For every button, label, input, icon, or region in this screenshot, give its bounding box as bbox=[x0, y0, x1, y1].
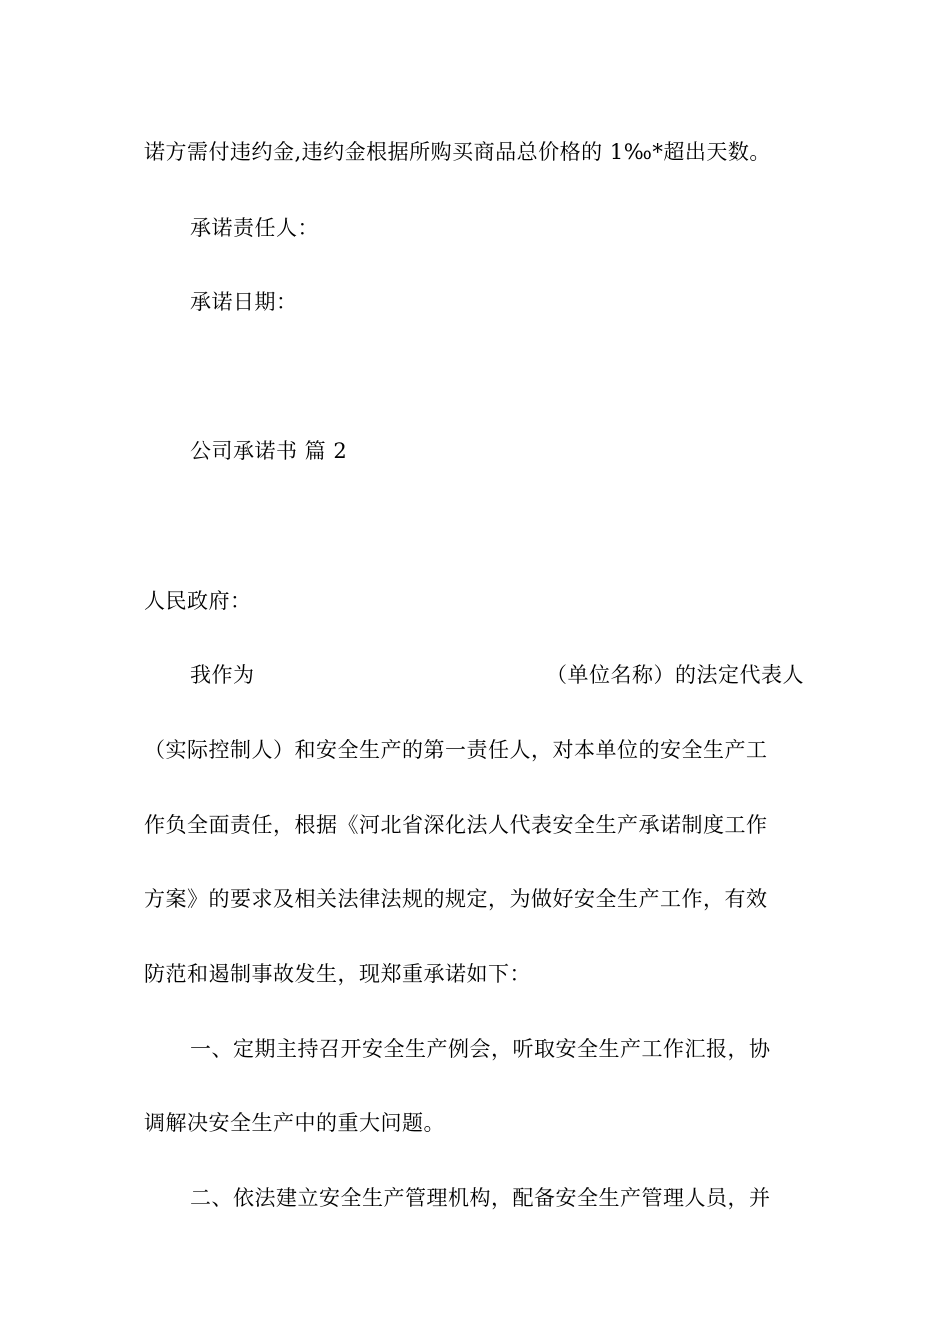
penalty-clause-line: 诺方需付违约金,违约金根据所购买商品总价格的 1‰*超出天数。 bbox=[144, 140, 771, 164]
body-line: 作负全面责任，根据《河北省深化法人代表安全生产承诺制度工作 bbox=[144, 813, 768, 837]
promisor-label: 承诺责任人： bbox=[190, 216, 319, 240]
body-line: （实际控制人）和安全生产的第一责任人，对本单位的安全生产工 bbox=[144, 738, 768, 762]
body-line bbox=[190, 660, 804, 690]
body-line: 防范和遏制事故发生，现郑重承诺如下： bbox=[144, 962, 531, 986]
commitment-item-2: 二、依法建立安全生产管理机构，配备安全生产管理人员，并 bbox=[190, 1186, 771, 1210]
addressee-line: 人民政府： bbox=[144, 589, 252, 613]
body-text-segment: （单位名称）的法定代表人 bbox=[546, 663, 804, 687]
commitment-item-1: 一、定期主持召开安全生产例会，听取安全生产工作汇报，协 bbox=[190, 1037, 771, 1061]
promise-date-label: 承诺日期： bbox=[190, 290, 298, 314]
commitment-item-1-cont: 调解决安全生产中的重大问题。 bbox=[144, 1111, 445, 1135]
body-line: 方案》的要求及相关法律法规的规定，为做好安全生产工作，有效 bbox=[144, 887, 768, 911]
section-heading: 公司承诺书 篇 2 bbox=[190, 439, 348, 463]
body-text-segment: 我作为 bbox=[190, 663, 255, 687]
